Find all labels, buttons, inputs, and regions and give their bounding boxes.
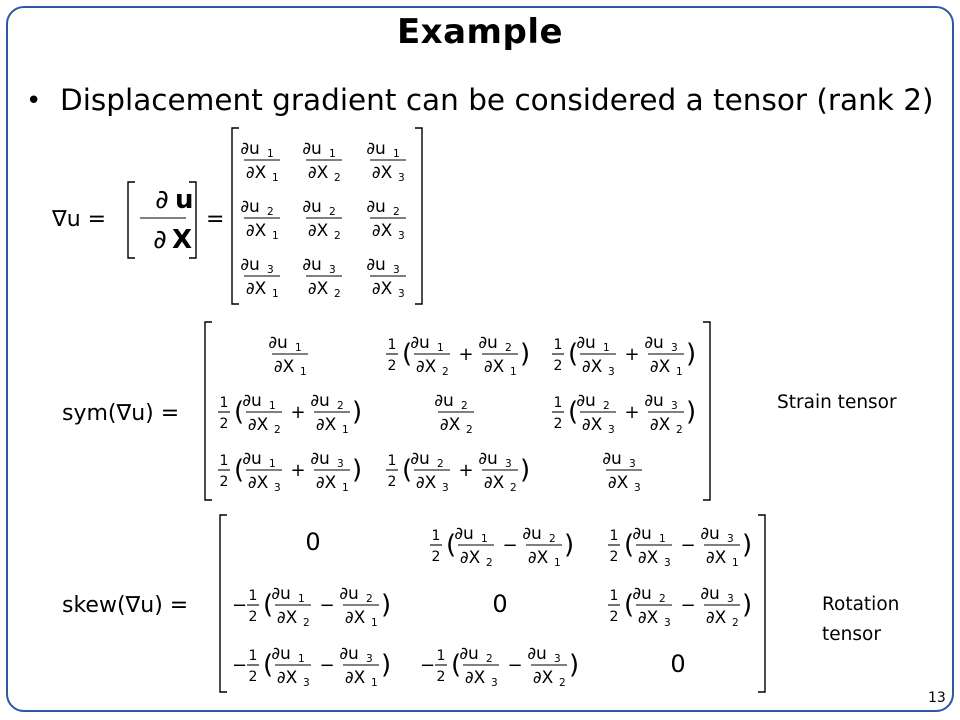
skew-lhs: skew(∇u) = (62, 593, 189, 618)
numerator: ∂u (632, 584, 652, 604)
subscript: 2 (659, 593, 666, 605)
half-denominator: 2 (387, 474, 397, 490)
denominator: ∂X (607, 473, 629, 493)
subscript: 3 (442, 482, 449, 494)
subscript: 1 (298, 653, 305, 665)
subscript: 2 (337, 400, 344, 412)
page-number: 13 (928, 690, 946, 706)
left-paren: ( (624, 530, 635, 560)
half-numerator: 1 (387, 453, 397, 469)
left-paren: ( (234, 397, 245, 427)
half-denominator: 2 (431, 549, 441, 565)
numerator: ∂u (602, 449, 622, 469)
half-denominator: 2 (553, 416, 563, 432)
right-bracket (703, 322, 710, 500)
subscript: 3 (274, 482, 281, 494)
subscript: 3 (267, 264, 274, 276)
denominator: ∂X (315, 415, 337, 435)
subscript: 2 (437, 458, 444, 470)
left-paren: ( (234, 455, 245, 485)
subscript: 1 (272, 230, 279, 242)
sym-lhs: sym(∇u) = (62, 401, 180, 426)
subscript: 1 (659, 533, 666, 545)
equals-sign: = (206, 207, 225, 232)
numerator: ∂u (527, 644, 547, 664)
subscript: 1 (603, 342, 610, 354)
numerator: ∂u (310, 391, 330, 411)
denominator: ∂X (532, 668, 554, 688)
right-bracket (758, 515, 765, 692)
left-paren: ( (402, 455, 413, 485)
numerator: ∂u (459, 644, 479, 664)
subscript: 3 (664, 617, 671, 629)
right-paren: ) (352, 397, 363, 427)
numerator: ∂u (240, 139, 260, 159)
subscript: 2 (510, 482, 517, 494)
subscript: 1 (298, 593, 305, 605)
denominator: ∂X (245, 163, 267, 183)
numerator: ∂u (242, 449, 262, 469)
right-paren: ) (381, 590, 392, 620)
subscript: 1 (342, 482, 349, 494)
half-denominator: 2 (219, 474, 229, 490)
subscript: 3 (398, 230, 405, 242)
subscript: 3 (337, 458, 344, 470)
subscript: 1 (510, 366, 517, 378)
plus-sign: + (290, 402, 306, 423)
denominator: ∂X (315, 473, 337, 493)
denominator: ∂X (245, 279, 267, 299)
minus-sign: − (680, 535, 696, 556)
rotation-label-line2: tensor (822, 624, 881, 645)
denominator: ∂X (527, 548, 549, 568)
subscript: 1 (272, 288, 279, 300)
numerator: ∂u (302, 255, 322, 275)
numerator: ∂u (268, 333, 288, 353)
right-paren: ) (686, 397, 697, 427)
numerator: ∂u (240, 255, 260, 275)
subscript: 2 (486, 557, 493, 569)
subscript: 3 (303, 677, 310, 689)
left-bracket (128, 182, 135, 258)
subscript: 2 (329, 206, 336, 218)
half-numerator: 1 (219, 453, 229, 469)
subscript: 1 (300, 366, 307, 378)
denominator: ∂X (649, 357, 671, 377)
subscript: 2 (303, 617, 310, 629)
zero: 0 (305, 528, 321, 556)
subscript: 1 (481, 533, 488, 545)
numerator: ∂u (302, 139, 322, 159)
numerator: ∂u (240, 197, 260, 217)
denominator: ∂X (705, 608, 727, 628)
right-paren: ) (520, 455, 531, 485)
half-denominator: 2 (219, 416, 229, 432)
half-denominator: 2 (436, 669, 446, 685)
denominator: ∂X (649, 415, 671, 435)
numerator: ∂u (366, 255, 386, 275)
numerator: ∂u (478, 333, 498, 353)
plus-sign: + (458, 344, 474, 365)
half-numerator: 1 (248, 588, 258, 604)
half-numerator: 1 (553, 337, 563, 353)
numerator: ∂u (434, 391, 454, 411)
denominator: ∂X (307, 221, 329, 241)
right-paren: ) (381, 650, 392, 680)
subscript: 2 (267, 206, 274, 218)
half-denominator: 2 (248, 609, 258, 625)
denominator: ∂X (344, 668, 366, 688)
rotation-label-line1: Rotation (822, 594, 900, 615)
denominator: ∂X (371, 221, 393, 241)
subscript: 2 (603, 400, 610, 412)
numerator: ∂u (522, 524, 542, 544)
denominator: ∂X (371, 163, 393, 183)
subscript: 2 (334, 288, 341, 300)
half-denominator: 2 (609, 549, 619, 565)
subscript: 1 (437, 342, 444, 354)
subscript: 3 (608, 366, 615, 378)
denominator: ∂X (483, 357, 505, 377)
subscript: 2 (274, 424, 281, 436)
subscript: 3 (366, 653, 373, 665)
subscript: 1 (732, 557, 739, 569)
half-denominator: 2 (553, 358, 563, 374)
right-paren: ) (520, 339, 531, 369)
subscript: 1 (295, 342, 302, 354)
half-numerator: 1 (431, 528, 441, 544)
subscript: 1 (554, 557, 561, 569)
half-denominator: 2 (609, 609, 619, 625)
zero: 0 (670, 650, 686, 678)
denominator: ∂X (581, 357, 603, 377)
denominator: ∂X (273, 357, 295, 377)
subscript: 3 (505, 458, 512, 470)
numerator: ∂u (644, 333, 664, 353)
left-bracket (205, 322, 212, 500)
subscript: 2 (334, 172, 341, 184)
numerator: ∂u (454, 524, 474, 544)
half-denominator: 2 (248, 669, 258, 685)
left-paren: ( (402, 339, 413, 369)
numerator: ∂u (339, 584, 359, 604)
plus-sign: + (458, 460, 474, 481)
plus-sign: + (624, 402, 640, 423)
denominator: ∂X (371, 279, 393, 299)
subscript: 3 (329, 264, 336, 276)
denominator: ∂X (483, 473, 505, 493)
right-paren: ) (352, 455, 363, 485)
denominator: ∂X (415, 357, 437, 377)
subscript: 1 (371, 617, 378, 629)
subscript: 1 (329, 148, 336, 160)
denominator: ∂X (705, 548, 727, 568)
bullet-text: Displacement gradient can be considered a tensor (rank 2) (60, 83, 934, 117)
subscript: 2 (461, 400, 468, 412)
subscript: 3 (554, 653, 561, 665)
bullet-icon: • (26, 86, 42, 116)
numerator: ∂u (576, 391, 596, 411)
numerator: ∂u (339, 644, 359, 664)
denominator: ∂X (245, 221, 267, 241)
subscript: 2 (559, 677, 566, 689)
minus-sign: − (319, 595, 335, 616)
numerator: ∂u (478, 449, 498, 469)
math-symbol: X (172, 225, 193, 255)
denominator: ∂X (459, 548, 481, 568)
half-numerator: 1 (219, 395, 229, 411)
gradient-lhs: ∇u = (52, 207, 107, 232)
numerator: ∂u (302, 197, 322, 217)
subscript: 1 (267, 148, 274, 160)
subscript: 2 (393, 206, 400, 218)
numerator: ∂u (700, 584, 720, 604)
denominator: ∂X (276, 608, 298, 628)
subscript: 3 (629, 458, 636, 470)
half-numerator: 1 (553, 395, 563, 411)
half-denominator: 2 (387, 358, 397, 374)
left-paren: ( (568, 397, 579, 427)
denominator: ∂X (464, 668, 486, 688)
math-symbol: ∂ (153, 225, 167, 255)
subscript: 3 (671, 400, 678, 412)
plus-sign: + (290, 460, 306, 481)
subscript: 1 (272, 172, 279, 184)
minus-sign: − (232, 655, 248, 676)
subscript: 2 (466, 424, 473, 436)
numerator: ∂u (576, 333, 596, 353)
left-paren: ( (624, 590, 635, 620)
subscript: 3 (634, 482, 641, 494)
subscript: 1 (342, 424, 349, 436)
right-paren: ) (686, 339, 697, 369)
subscript: 3 (393, 264, 400, 276)
math-symbol: ∂ (155, 185, 169, 215)
subscript: 1 (269, 458, 276, 470)
subscript: 2 (366, 593, 373, 605)
minus-sign: − (680, 595, 696, 616)
subscript: 3 (608, 424, 615, 436)
half-numerator: 1 (609, 588, 619, 604)
subscript: 2 (486, 653, 493, 665)
denominator: ∂X (637, 608, 659, 628)
left-bracket (232, 128, 239, 304)
right-bracket (415, 128, 422, 304)
numerator: ∂u (410, 333, 430, 353)
denominator: ∂X (307, 163, 329, 183)
subscript: 3 (491, 677, 498, 689)
minus-sign: − (420, 655, 436, 676)
strain-tensor-label: Strain tensor (777, 392, 897, 413)
minus-sign: − (319, 655, 335, 676)
minus-sign: − (507, 655, 523, 676)
plus-sign: + (624, 344, 640, 365)
minus-sign: − (232, 595, 248, 616)
half-numerator: 1 (609, 528, 619, 544)
denominator: ∂X (344, 608, 366, 628)
numerator: ∂u (632, 524, 652, 544)
denominator: ∂X (439, 415, 461, 435)
right-paren: ) (742, 590, 753, 620)
subscript: 1 (393, 148, 400, 160)
right-paren: ) (569, 650, 580, 680)
subscript: 2 (676, 424, 683, 436)
numerator: ∂u (410, 449, 430, 469)
slide-title: Example (396, 12, 564, 52)
numerator: ∂u (242, 391, 262, 411)
subscript: 2 (732, 617, 739, 629)
subscript: 1 (269, 400, 276, 412)
numerator: ∂u (366, 139, 386, 159)
numerator: ∂u (366, 197, 386, 217)
numerator: ∂u (310, 449, 330, 469)
left-paren: ( (263, 590, 274, 620)
left-bracket (220, 515, 227, 692)
denominator: ∂X (415, 473, 437, 493)
numerator: ∂u (644, 391, 664, 411)
denominator: ∂X (276, 668, 298, 688)
math-symbol: u (175, 185, 194, 215)
denominator: ∂X (247, 415, 269, 435)
subscript: 1 (676, 366, 683, 378)
subscript: 3 (727, 533, 734, 545)
subscript: 3 (664, 557, 671, 569)
left-paren: ( (451, 650, 462, 680)
subscript: 2 (505, 342, 512, 354)
subscript: 2 (442, 366, 449, 378)
denominator: ∂X (247, 473, 269, 493)
right-paren: ) (742, 530, 753, 560)
subscript: 2 (334, 230, 341, 242)
subscript: 3 (671, 342, 678, 354)
denominator: ∂X (637, 548, 659, 568)
half-numerator: 1 (248, 648, 258, 664)
subscript: 3 (398, 172, 405, 184)
numerator: ∂u (700, 524, 720, 544)
denominator: ∂X (307, 279, 329, 299)
right-paren: ) (564, 530, 575, 560)
half-numerator: 1 (436, 648, 446, 664)
left-paren: ( (446, 530, 457, 560)
zero: 0 (492, 590, 508, 618)
subscript: 3 (727, 593, 734, 605)
subscript: 1 (371, 677, 378, 689)
half-numerator: 1 (387, 337, 397, 353)
numerator: ∂u (271, 644, 291, 664)
left-paren: ( (568, 339, 579, 369)
denominator: ∂X (581, 415, 603, 435)
subscript: 2 (549, 533, 556, 545)
left-paren: ( (263, 650, 274, 680)
minus-sign: − (502, 535, 518, 556)
numerator: ∂u (271, 584, 291, 604)
subscript: 3 (398, 288, 405, 300)
